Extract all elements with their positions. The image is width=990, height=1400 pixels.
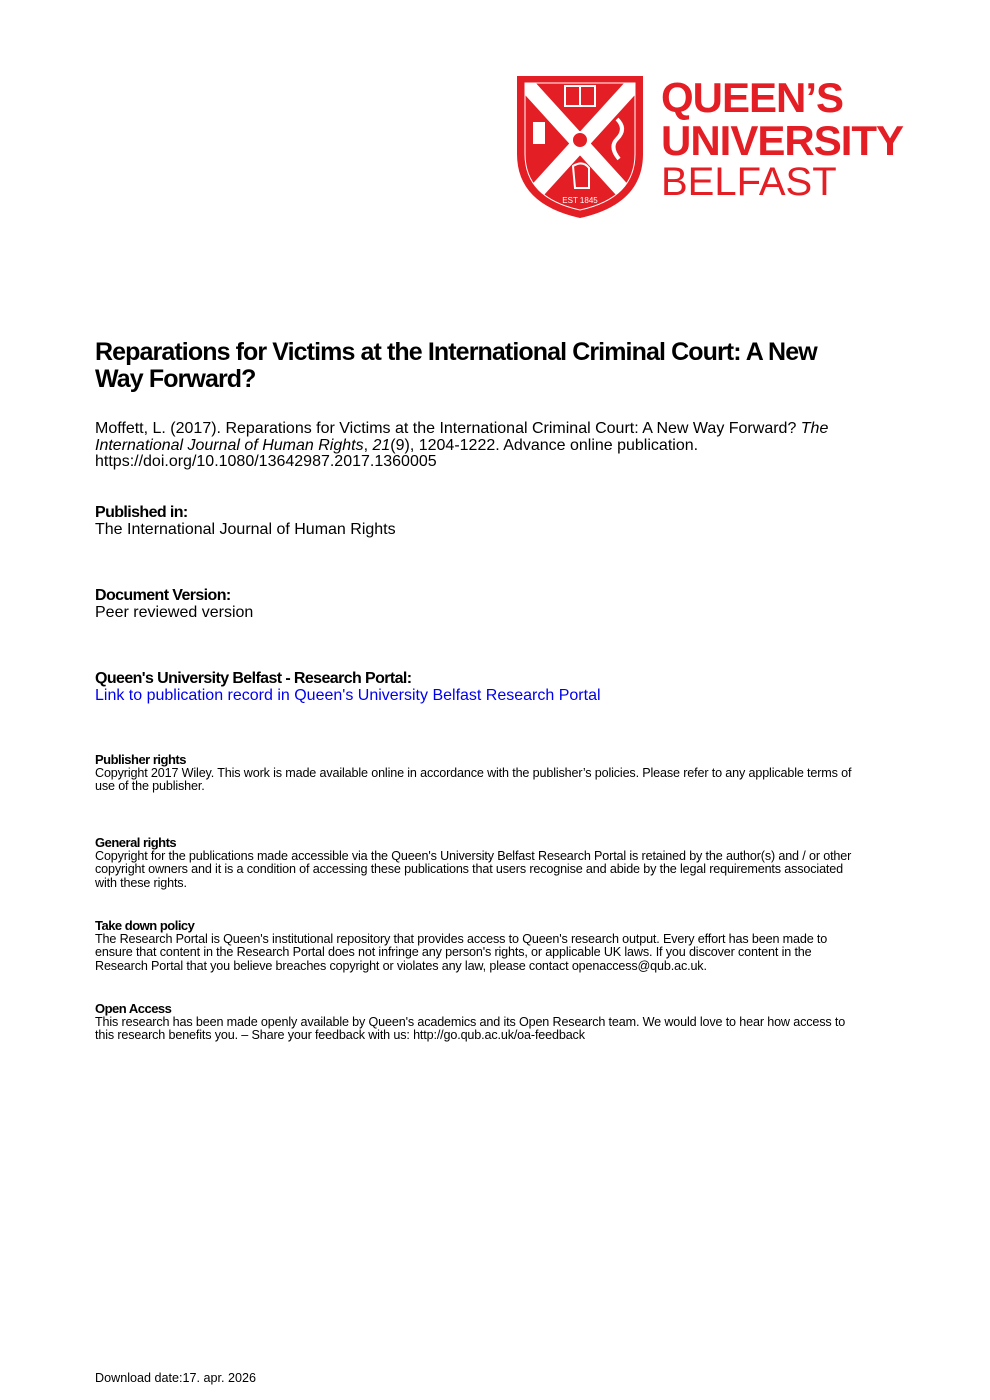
separator: , bbox=[363, 436, 373, 454]
svg-text:BELFAST: BELFAST bbox=[661, 160, 837, 204]
section-text: use of the publisher. bbox=[95, 779, 205, 793]
journal-name: The bbox=[800, 420, 829, 437]
doi: https://doi.org/10.1080/13642987.2017.1360005 bbox=[95, 453, 437, 470]
section-heading: Publisher rights bbox=[95, 752, 186, 767]
citation bbox=[95, 421, 828, 471]
journal-name: International Journal of Human Rights bbox=[95, 436, 364, 454]
wordmark bbox=[661, 74, 904, 204]
university-logo bbox=[515, 74, 915, 220]
section-text: Copyright for the publications made accessible via the Queen's University Belfast Research Portal is retained by the author(s) and / or other bbox=[95, 848, 852, 863]
publisher-rights-section bbox=[95, 753, 851, 794]
section-heading: Take down policy bbox=[95, 918, 195, 933]
citation-text: Moffett, L. (2017). Reparations for Victims at the International Criminal Court: A New Way Forward? bbox=[95, 420, 801, 437]
general-rights-section bbox=[95, 836, 851, 890]
portal-section bbox=[95, 670, 601, 705]
svg-text:QUEEN’S: QUEEN’S bbox=[661, 74, 844, 121]
title-line: Reparations for Victims at the International Criminal Court: A New bbox=[95, 338, 817, 366]
document-version-value: Peer reviewed version bbox=[95, 604, 254, 621]
section-text: Copyright 2017 Wiley. This work is made available online in accordance with the publisher’s policies. Please refer to any applicable terms of bbox=[95, 765, 852, 780]
title-line: Way Forward? bbox=[95, 365, 256, 393]
section-text: Research Portal that you believe breaches copyright or violates any law, please contact openaccess@qub.ac.uk. bbox=[95, 958, 707, 973]
issue-pages: (9), 1204-1222. Advance online publication. bbox=[390, 436, 699, 454]
svg-text:EST 1845: EST 1845 bbox=[562, 196, 598, 205]
document-version-heading: Document Version: bbox=[95, 587, 231, 604]
take-down-policy-section bbox=[95, 919, 827, 973]
volume: 21 bbox=[372, 436, 391, 454]
section-text: ensure that content in the Research Portal does not infringe any person's rights, or applicable UK laws. If you discover content in the bbox=[95, 945, 812, 959]
open-access-section bbox=[95, 1002, 845, 1043]
section-text: copyright owners and it is a condition of accessing these publications that users recognise and abide by the legal requirements associated bbox=[95, 862, 843, 876]
download-date: Download date:17. apr. 2026 bbox=[95, 1371, 257, 1385]
crest-icon bbox=[517, 76, 643, 218]
published-in-heading: Published in: bbox=[95, 504, 188, 521]
publication-record-link[interactable]: Link to publication record in Queen's University Belfast Research Portal bbox=[95, 687, 601, 704]
section-text: with these rights. bbox=[95, 875, 187, 890]
published-in-value: The International Journal of Human Rights bbox=[95, 521, 396, 538]
section-heading: Open Access bbox=[95, 1001, 172, 1016]
section-heading: General rights bbox=[95, 835, 177, 850]
section-text: This research has been made openly available by Queen's academics and its Open Research team. We would love to hear how access to bbox=[95, 1014, 846, 1029]
section-text: The Research Portal is Queen's institutional repository that provides access to Queen's research output. Every effort has been made to bbox=[95, 931, 828, 946]
portal-heading: Queen's University Belfast - Research Portal: bbox=[95, 670, 412, 687]
published-in-section bbox=[95, 504, 396, 538]
document-title bbox=[95, 339, 817, 393]
svg-text:UNIVERSITY: UNIVERSITY bbox=[661, 117, 904, 164]
section-text: this research benefits you. – Share your feedback with us: http://go.qub.ac.uk/oa-feedback bbox=[95, 1028, 585, 1042]
document-version-section bbox=[95, 587, 253, 621]
